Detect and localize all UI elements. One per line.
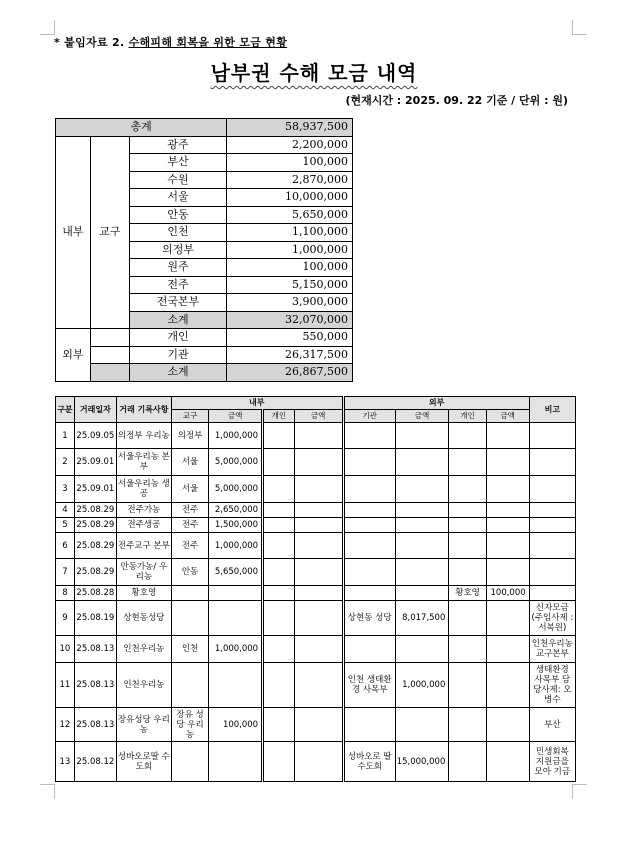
header-external-person-amount: 금액 <box>486 410 529 423</box>
detail-org-amount <box>395 503 449 518</box>
header-external-person: 개인 <box>449 410 486 423</box>
summary-region-name: 인천 <box>129 224 227 242</box>
detail-date: 25.08.29 <box>74 559 116 586</box>
detail-internal-person <box>263 476 295 503</box>
detail-person <box>449 601 486 636</box>
detail-person-amount <box>486 423 529 449</box>
detail-date: 25.08.13 <box>74 636 116 663</box>
detail-donor: 상현동성당 <box>116 601 171 636</box>
summary-external-name: 기관 <box>129 346 227 364</box>
detail-no: 7 <box>56 559 75 586</box>
detail-person <box>449 423 486 449</box>
crop-mark-bottom-left <box>40 784 55 799</box>
detail-no: 6 <box>56 533 75 559</box>
detail-row <box>56 636 576 663</box>
detail-row <box>56 476 576 503</box>
detail-org-amount: 8,017,500 <box>395 601 449 636</box>
detail-internal-person-amount <box>294 476 343 503</box>
detail-church-amount <box>209 586 263 601</box>
summary-external-subtotal-spacer <box>90 364 129 382</box>
detail-person-amount <box>486 601 529 636</box>
detail-org-amount <box>395 518 449 533</box>
summary-region-amount: 2,200,000 <box>227 136 353 154</box>
detail-internal-person <box>263 663 295 708</box>
detail-internal-person <box>263 742 295 782</box>
summary-region-amount: 2,870,000 <box>227 171 353 189</box>
detail-row <box>56 518 576 533</box>
detail-donor: 안동가농/ 우리농 <box>116 559 171 586</box>
summary-region-amount: 5,650,000 <box>227 206 353 224</box>
detail-note <box>529 423 575 449</box>
detail-internal-person <box>263 636 295 663</box>
detail-date: 25.08.29 <box>74 533 116 559</box>
header-donor: 거래 기록사항 <box>116 397 171 423</box>
summary-external-amount: 550,000 <box>227 329 353 347</box>
detail-internal-person <box>263 449 295 476</box>
detail-table-body <box>56 423 576 782</box>
detail-donor: 서울우리농 생공 <box>116 476 171 503</box>
detail-internal-person-amount <box>294 503 343 518</box>
detail-person <box>449 518 486 533</box>
detail-no: 5 <box>56 518 75 533</box>
detail-note <box>529 586 575 601</box>
detail-note <box>529 476 575 503</box>
detail-church: 전주 <box>171 518 208 533</box>
detail-person <box>449 449 486 476</box>
detail-org: 성바오로 딸수도회 <box>343 742 395 782</box>
header-no: 구분 <box>56 397 75 423</box>
detail-note <box>529 559 575 586</box>
detail-date: 25.09.01 <box>74 476 116 503</box>
detail-church <box>171 601 208 636</box>
detail-org-amount: 1,000,000 <box>395 663 449 708</box>
detail-person-amount: 100,000 <box>486 586 529 601</box>
detail-person <box>449 476 486 503</box>
summary-region-name: 수원 <box>129 171 227 189</box>
detail-org <box>343 708 395 742</box>
detail-note: 신자모금 (주임사제 : 서복원) <box>529 601 575 636</box>
detail-person-amount <box>486 449 529 476</box>
detail-internal-person-amount <box>294 708 343 742</box>
detail-row <box>56 503 576 518</box>
detail-church <box>171 663 208 708</box>
basis-note: (현재시간 : 2025. 09. 22 기준 / 단위 : 원) <box>345 94 568 107</box>
detail-org-amount: 15,000,000 <box>395 742 449 782</box>
summary-total-row <box>56 119 353 137</box>
header-date: 거래일자 <box>74 397 116 423</box>
summary-table <box>55 118 353 382</box>
summary-external-name: 개인 <box>129 329 227 347</box>
detail-note <box>529 533 575 559</box>
detail-no: 4 <box>56 503 75 518</box>
detail-org-amount <box>395 559 449 586</box>
detail-org: 상현동 성당 <box>343 601 395 636</box>
detail-internal-person <box>263 586 295 601</box>
summary-region-name: 서울 <box>129 189 227 207</box>
detail-person <box>449 559 486 586</box>
detail-internal-person <box>263 708 295 742</box>
header-note: 비고 <box>529 397 575 423</box>
crop-mark-bottom-right <box>572 784 587 799</box>
summary-region-amount: 100,000 <box>227 154 353 172</box>
detail-org-amount <box>395 449 449 476</box>
detail-person-amount <box>486 503 529 518</box>
detail-date: 25.08.28 <box>74 586 116 601</box>
detail-note: 부산 <box>529 708 575 742</box>
detail-church: 전주 <box>171 533 208 559</box>
detail-church: 안동 <box>171 559 208 586</box>
detail-donor: 전주교구 본부 <box>116 533 171 559</box>
detail-no: 12 <box>56 708 75 742</box>
detail-church-amount: 2,650,000 <box>209 503 263 518</box>
detail-person <box>449 636 486 663</box>
detail-church-amount: 100,000 <box>209 708 263 742</box>
detail-church-amount: 1,000,000 <box>209 423 263 449</box>
summary-internal-subtotal-amount: 32,070,000 <box>227 311 353 329</box>
summary-external-spacer <box>90 346 129 364</box>
summary-region-name: 원주 <box>129 259 227 277</box>
detail-date: 25.08.29 <box>74 503 116 518</box>
detail-church-amount: 5,650,000 <box>209 559 263 586</box>
detail-internal-person-amount <box>294 518 343 533</box>
summary-region-name: 부산 <box>129 154 227 172</box>
summary-external-subtotal-label: 소계 <box>129 364 227 382</box>
summary-church-label: 교구 <box>90 136 129 329</box>
detail-internal-person-amount <box>294 559 343 586</box>
detail-org <box>343 518 395 533</box>
detail-row <box>56 601 576 636</box>
detail-church: 서울 <box>171 476 208 503</box>
detail-donor: 전주가농 <box>116 503 171 518</box>
detail-org <box>343 636 395 663</box>
detail-church-amount: 5,000,000 <box>209 476 263 503</box>
detail-internal-person-amount <box>294 601 343 636</box>
detail-note: 인천우리농 교구본부 <box>529 636 575 663</box>
detail-church-amount <box>209 601 263 636</box>
detail-donor: 의정부 우리농 <box>116 423 171 449</box>
detail-row <box>56 533 576 559</box>
detail-org-amount <box>395 586 449 601</box>
detail-org: 인천 생태환경 사목부 <box>343 663 395 708</box>
detail-person <box>449 663 486 708</box>
detail-church <box>171 742 208 782</box>
detail-no: 8 <box>56 586 75 601</box>
summary-table-body <box>56 119 353 382</box>
summary-total-label: 총계 <box>56 119 227 137</box>
detail-internal-person <box>263 503 295 518</box>
attachment-note <box>54 34 287 50</box>
header-church: 교구 <box>171 410 208 423</box>
detail-note <box>529 503 575 518</box>
header-church-amount: 금액 <box>209 410 263 423</box>
detail-note <box>529 518 575 533</box>
detail-internal-person-amount <box>294 423 343 449</box>
summary-external-spacer <box>90 329 129 347</box>
detail-church: 인천 <box>171 636 208 663</box>
detail-row <box>56 742 576 782</box>
detail-org-amount <box>395 476 449 503</box>
detail-row <box>56 423 576 449</box>
header-org: 기관 <box>343 410 395 423</box>
detail-no: 13 <box>56 742 75 782</box>
detail-internal-person <box>263 533 295 559</box>
detail-org <box>343 533 395 559</box>
detail-church-amount: 5,000,000 <box>209 449 263 476</box>
summary-external-amount: 26,317,500 <box>227 346 353 364</box>
detail-church <box>171 586 208 601</box>
detail-donor: 성바오로딸 수도회 <box>116 742 171 782</box>
detail-no: 3 <box>56 476 75 503</box>
header-internal: 내부 <box>171 397 343 410</box>
detail-no: 1 <box>56 423 75 449</box>
detail-org <box>343 503 395 518</box>
header-internal-person-amount: 금액 <box>294 410 343 423</box>
crop-mark-top-right <box>572 20 587 35</box>
summary-internal-row <box>56 136 353 154</box>
detail-person-amount <box>486 636 529 663</box>
page-title-text: 남부권 수해 모금 내역 <box>210 61 418 85</box>
detail-no: 9 <box>56 601 75 636</box>
detail-no: 2 <box>56 449 75 476</box>
detail-date: 25.08.13 <box>74 663 116 708</box>
detail-date: 25.09.05 <box>74 423 116 449</box>
detail-internal-person <box>263 601 295 636</box>
detail-org <box>343 586 395 601</box>
summary-external-subtotal-row <box>56 364 353 382</box>
attachment-note-title: 수해피해 회복을 위한 모금 현황 <box>128 36 288 49</box>
detail-church: 의정부 <box>171 423 208 449</box>
detail-donor: 인천우리농 <box>116 636 171 663</box>
detail-note: 생태환경 사목부 담당사제: 오병수 <box>529 663 575 708</box>
summary-external-subtotal-amount: 26,867,500 <box>227 364 353 382</box>
detail-donor: 인천우리농 <box>116 663 171 708</box>
detail-donor: 전주생공 <box>116 518 171 533</box>
detail-donor: 장유성당 우리농 <box>116 708 171 742</box>
summary-region-name: 안동 <box>129 206 227 224</box>
header-org-amount: 금액 <box>395 410 449 423</box>
detail-org <box>343 476 395 503</box>
detail-no: 11 <box>56 663 75 708</box>
detail-church: 전주 <box>171 503 208 518</box>
detail-org <box>343 559 395 586</box>
detail-row <box>56 559 576 586</box>
summary-region-amount: 1,000,000 <box>227 241 353 259</box>
summary-region-amount: 3,900,000 <box>227 294 353 312</box>
detail-internal-person <box>263 423 295 449</box>
detail-row <box>56 708 576 742</box>
summary-internal-subtotal-label: 소계 <box>129 311 227 329</box>
detail-org-amount <box>395 423 449 449</box>
detail-church: 서울 <box>171 449 208 476</box>
summary-region-name: 전주 <box>129 276 227 294</box>
summary-region-amount: 10,000,000 <box>227 189 353 207</box>
detail-org-amount <box>395 708 449 742</box>
detail-donor: 서울우리농 본부 <box>116 449 171 476</box>
header-internal-person: 개인 <box>263 410 295 423</box>
detail-date: 25.09.01 <box>74 449 116 476</box>
detail-row <box>56 663 576 708</box>
detail-internal-person <box>263 518 295 533</box>
detail-note: 민생회복 지원금을 모아 기금 <box>529 742 575 782</box>
detail-internal-person <box>263 559 295 586</box>
detail-church-amount: 1,000,000 <box>209 636 263 663</box>
page-title <box>0 57 628 86</box>
detail-header-row-1 <box>56 397 576 410</box>
detail-church-amount: 1,000,000 <box>209 533 263 559</box>
detail-church: 장유 성당 우리농 <box>171 708 208 742</box>
detail-date: 25.08.29 <box>74 518 116 533</box>
detail-church-amount <box>209 663 263 708</box>
detail-person: 황호영 <box>449 586 486 601</box>
detail-internal-person-amount <box>294 663 343 708</box>
attachment-note-prefix: * 붙임자료 2. <box>54 36 129 49</box>
detail-person-amount <box>486 518 529 533</box>
detail-person-amount <box>486 533 529 559</box>
detail-donor: 황호영 <box>116 586 171 601</box>
summary-internal-label: 내부 <box>56 136 91 329</box>
summary-external-row <box>56 346 353 364</box>
detail-person <box>449 533 486 559</box>
detail-org-amount <box>395 636 449 663</box>
detail-internal-person-amount <box>294 533 343 559</box>
detail-person-amount <box>486 663 529 708</box>
detail-note <box>529 449 575 476</box>
detail-org <box>343 423 395 449</box>
detail-date: 25.08.12 <box>74 742 116 782</box>
detail-person-amount <box>486 742 529 782</box>
detail-internal-person-amount <box>294 449 343 476</box>
header-external: 외부 <box>343 397 529 410</box>
detail-person-amount <box>486 476 529 503</box>
detail-person <box>449 742 486 782</box>
detail-org-amount <box>395 533 449 559</box>
summary-region-amount: 5,150,000 <box>227 276 353 294</box>
summary-total-amount: 58,937,500 <box>227 119 353 137</box>
detail-table <box>55 396 576 782</box>
detail-church-amount <box>209 742 263 782</box>
detail-person-amount <box>486 708 529 742</box>
summary-region-amount: 1,100,000 <box>227 224 353 242</box>
detail-row <box>56 586 576 601</box>
crop-mark-top-left <box>40 20 55 35</box>
summary-external-row <box>56 329 353 347</box>
detail-internal-person-amount <box>294 586 343 601</box>
detail-row <box>56 449 576 476</box>
detail-person <box>449 503 486 518</box>
summary-external-label: 외부 <box>56 329 91 382</box>
detail-person-amount <box>486 559 529 586</box>
detail-date: 25.08.19 <box>74 601 116 636</box>
detail-church-amount: 1,500,000 <box>209 518 263 533</box>
summary-region-name: 전국본부 <box>129 294 227 312</box>
detail-internal-person-amount <box>294 742 343 782</box>
detail-internal-person-amount <box>294 636 343 663</box>
summary-region-amount: 100,000 <box>227 259 353 277</box>
detail-date: 25.08.13 <box>74 708 116 742</box>
detail-org <box>343 449 395 476</box>
detail-person <box>449 708 486 742</box>
detail-no: 10 <box>56 636 75 663</box>
summary-region-name: 의정부 <box>129 241 227 259</box>
summary-region-name: 광주 <box>129 136 227 154</box>
